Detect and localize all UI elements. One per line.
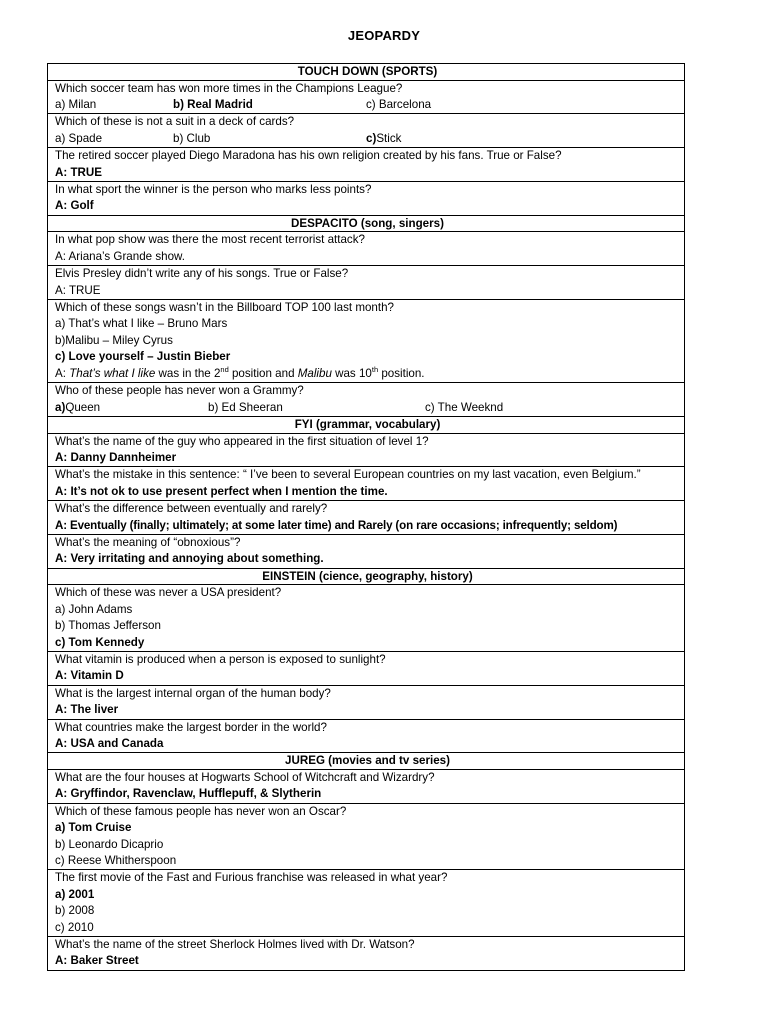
question-cell <box>48 434 684 468</box>
option-b: b) Ed Sheeran <box>208 400 283 414</box>
song-title: Malibu <box>297 366 332 380</box>
question-text: What’s the name of the street Sherlock Holmes lived with Dr. Watson? <box>55 938 415 952</box>
option-a: a) That’s what I like – Bruno Mars <box>55 317 228 331</box>
answer-text: A: TRUE <box>55 165 103 179</box>
option-c-correct <box>366 131 401 147</box>
options-row <box>55 97 680 113</box>
option-a: a) John Adams <box>55 602 133 616</box>
page-title: JEOPARDY <box>347 28 421 43</box>
question-cell <box>48 585 684 652</box>
question-text: Which soccer team has won more times in the Champions League? <box>55 81 403 95</box>
question-text: Which of these famous people has never won an Oscar? <box>55 804 347 818</box>
question-text: What are the four houses at Hogwarts School of Witchcraft and Wizardry? <box>55 771 435 784</box>
question-text: The retired soccer played Diego Maradona has his own religion created by his fans. True or False? <box>55 149 562 163</box>
question-cell <box>48 148 684 182</box>
options-row <box>55 400 680 416</box>
option-c: c) Barcelona <box>366 98 432 111</box>
question-cell <box>48 535 684 569</box>
option-b-correct: b) Real Madrid <box>173 98 253 111</box>
option-b: b) Club <box>173 131 211 145</box>
answer-text: A: Baker Street <box>55 954 139 968</box>
options-row <box>55 131 680 147</box>
jeopardy-table <box>47 63 685 971</box>
option-b: b) 2008 <box>55 904 95 918</box>
question-cell <box>48 81 684 115</box>
option-c-correct: c) Tom Kennedy <box>55 635 145 649</box>
option-c-correct: c) Love yourself – Justin Bieber <box>55 350 231 364</box>
question-text: What’s the mistake in this sentence: “ I’ve been to several European countries on my last vacation, even Belgium.” <box>55 468 641 482</box>
question-text: In what sport the winner is the person who marks less points? <box>55 183 372 197</box>
question-text: Elvis Presley didn’t write any of his songs. True or False? <box>55 267 349 281</box>
question-text: The first movie of the Fast and Furious franchise was released in what year? <box>55 871 448 885</box>
question-cell <box>48 266 684 300</box>
option-text: Stick <box>376 131 402 145</box>
category-header-songs: DESPACITO (song, singers) <box>48 216 684 233</box>
question-cell <box>48 114 684 148</box>
option-c: c) 2010 <box>55 920 94 934</box>
question-cell <box>48 870 684 937</box>
category-header-grammar: FYI (grammar, vocabulary) <box>48 417 684 434</box>
question-text: What’s the name of the guy who appeared in the first situation of level 1? <box>55 434 429 448</box>
question-text: Which of these was never a USA president? <box>55 586 282 600</box>
question-cell <box>48 232 684 266</box>
question-cell <box>48 501 684 535</box>
question-text: In what pop show was there the most recent terrorist attack? <box>55 233 365 247</box>
answer-note: A: That’s what I like was in the 2nd position and Malibu was 10th position. <box>55 364 425 380</box>
answer-text: A: Golf <box>55 199 94 213</box>
option-a: a) Spade <box>55 131 103 145</box>
answer-text: A: Eventually (finally; ultimately; at some later time) and Rarely (on rare occasions; infrequently; seldom) <box>55 518 618 532</box>
answer-text: A: Gryffindor, Ravenclaw, Hufflepuff, & Slytherin <box>55 787 322 801</box>
option-b: b) Thomas Jefferson <box>55 619 161 633</box>
question-cell <box>48 652 684 686</box>
question-cell <box>48 720 684 754</box>
option-c: c) The Weeknd <box>425 400 504 414</box>
question-text: What vitamin is produced when a person is exposed to sunlight? <box>55 652 386 666</box>
answer-text: A: The liver <box>55 703 119 717</box>
question-cell <box>48 686 684 720</box>
option-a: a) Milan <box>55 98 97 111</box>
category-header-sports: TOUCH DOWN (SPORTS) <box>48 64 684 81</box>
answer-text: A: Danny Dannheimer <box>55 450 177 464</box>
answer-text: A: It’s not ok to use present perfect when I mention the time. <box>55 484 388 498</box>
option-letter: c) <box>366 131 377 145</box>
answer-text: A: Ariana’s Grande show. <box>55 249 185 263</box>
answer-text: A: Vitamin D <box>55 669 124 683</box>
option-a-correct: a) Tom Cruise <box>55 821 132 835</box>
question-cell <box>48 770 684 804</box>
option-a-correct: a) 2001 <box>55 887 95 901</box>
question-text: What countries make the largest border in the world? <box>55 720 327 734</box>
question-text: What’s the meaning of “obnoxious”? <box>55 535 241 549</box>
question-cell <box>48 804 684 871</box>
question-cell <box>48 383 684 417</box>
question-cell <box>48 300 684 383</box>
question-text: What’s the difference between eventually and rarely? <box>55 502 328 516</box>
option-a-correct: a)Queen <box>55 400 101 414</box>
option-b: b)Malibu – Miley Cyrus <box>55 333 173 347</box>
question-text: Which of these is not a suit in a deck of cards? <box>55 115 295 129</box>
question-cell <box>48 182 684 216</box>
question-text: What is the largest internal organ of the human body? <box>55 686 331 700</box>
category-header-movies: JUREG (movies and tv series) <box>48 753 684 770</box>
question-cell <box>48 467 684 501</box>
answer-text: A: USA and Canada <box>55 737 164 750</box>
option-b: b) Leonardo Dicaprio <box>55 837 164 851</box>
song-title: That’s what I like <box>69 366 156 380</box>
question-text: Who of these people has never won a Grammy? <box>55 384 304 398</box>
category-header-science: EINSTEIN (cience, geography, history) <box>48 569 684 586</box>
answer-text: A: TRUE <box>55 283 101 297</box>
question-cell <box>48 937 684 971</box>
answer-text: A: Very irritating and annoying about something. <box>55 552 324 566</box>
option-c: c) Reese Whitherspoon <box>55 854 177 868</box>
question-text: Which of these songs wasn’t in the Billboard TOP 100 last month? <box>55 301 394 315</box>
